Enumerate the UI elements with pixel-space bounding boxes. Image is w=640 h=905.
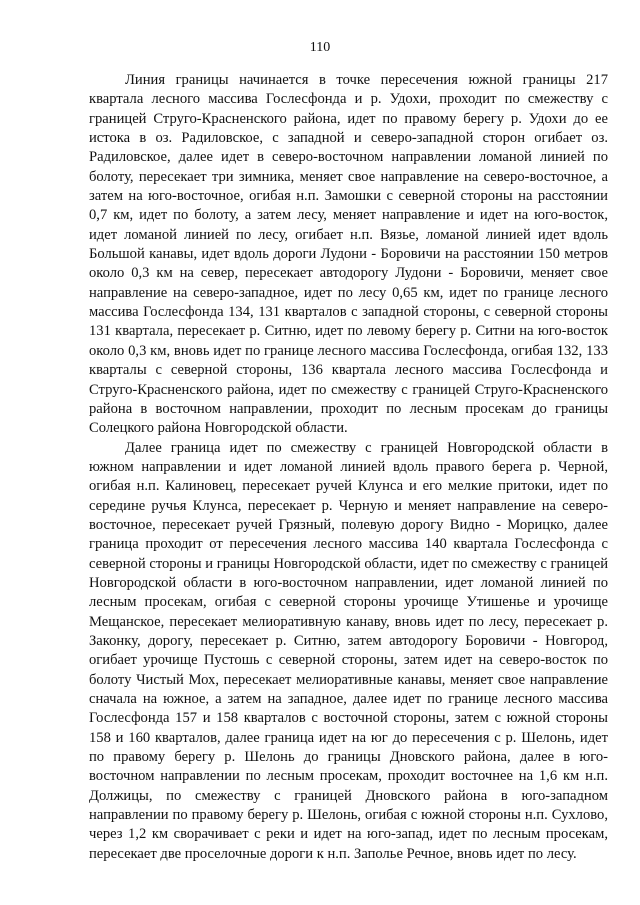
page-number: 110	[309, 40, 331, 55]
paragraph-2: Далее граница идет по смежеству с границей Новгородской области в южном направлении и идет ломаной линией вдоль правого берега р. Черной, огибая н.п. Калиновец, пересекает ручей Клунса и его мелкие притоки, идет по середине ручья Клунса, пересекает р. Черную и меняет направление на северо-восточное, пересекает ручей Грязный, полевую дорогу Видно - Морицко, далее граница проходит от пересечения лесного массива 140 квартала Гослесфонда с северной стороны и границы Новгородской области, идет по смежеству с границей Новгородской области в юго-восточном направлении, идет ломаной линией по лесным просекам, огибая с северной стороны урочище Утишенье и урочище Мещанское, пересекает мелиоративную канаву, вновь идет по лесу, пересекает р. Законку, дорогу, пересекает р. Ситню, затем автодорогу Боровичи - Новгород, огибает урочище Пустошь с северной стороны, затем идет на северо-восток по болоту Чистый Мох, пересекает мелиоративные канавы, меняет свое направление сначала на южное, а затем на западное, далее идет по границе лесного массива Гослесфонда 157 и 158 кварталов с восточной стороны, затем с южной стороны 158 и 160 кварталов, далее граница идет на юг до пересечения с р. Шелонь, идет по правому берегу р. Шелонь до границы Дновского района, далее в юго-восточном направлении по лесным просекам, проходит восточнее на 1,6 км н.п. Должицы, по смежеству с границей Дновского района в юго-западном направлении по правому берегу р. Шелонь, огибая с южной стороны н.п. Сухлово, через 1,2 км сворачивает с реки и идет на юго-запад, идет по лесным просекам, пересекает две проселочные дороги к н.п. Заполье Речное, вновь идет по лесу.	[89, 439, 608, 862]
paragraph-1: Линия границы начинается в точке пересечения южной границы 217 квартала лесного массива Гослесфонда и р. Удохи, проходит по смежеству с границей Струго-Красненского района, идет по правому берегу р. Удохи до ее истока в оз. Радиловское, с западной и северо-западной сторон огибает оз. Радиловское, далее идет в северо-восточном направлении ломаной линией по болоту, пересекает три зимника, меняет свое направление на северо-восточное, а затем на юго-восточное, огибая н.п. Замошки с северной стороны на расстоянии 0,7 км, идет по болоту, а затем лесу, меняет направление и идет на юго-восток, идет ломаной линией по лесу, огибает н.п. Вязье, ломаной линией идет вдоль Большой канавы, идет вдоль дороги Лудони - Боровичи на расстоянии 150 метров около 0,3 км на север, пересекает автодорогу Лудони - Боровичи, меняет свое направление на северо-западное, идет по лесу 0,65 км, идет по границе лесного массива Гослесфонда 134, 131 кварталов с западной стороны, с северной стороны 131 квартала, пересекает р. Ситню, идет по левому берегу р. Ситни на юго-восток около 0,3 км, вновь идет по границе лесного массива Гослесфонда, огибая 132, 133 кварталы с северной стороны, 136 квартала лесного массива Гослесфонда и Струго-Красненского района, идет по смежеству с границей Струго-Красненского района в восточном направлении, проходит по лесным просекам до границы Солецкого района Новгородской области.	[89, 72, 608, 437]
document-body	[89, 71, 608, 864]
